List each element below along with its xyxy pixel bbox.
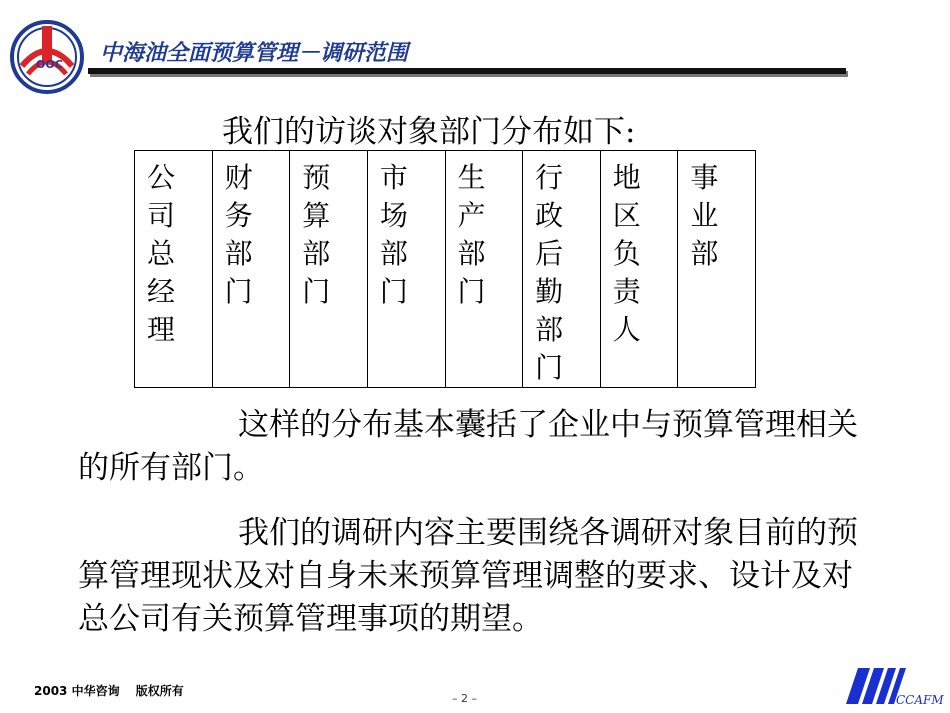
table-cell	[523, 151, 601, 388]
cnooc-logo-icon	[8, 18, 86, 96]
table-row	[135, 151, 756, 388]
research-scope-paragraph	[78, 512, 858, 641]
brand-name: CCAFM	[896, 693, 944, 707]
svg-text:OOC: OOC	[36, 58, 63, 71]
table-cell	[445, 151, 523, 388]
intro-text: 我们的访谈对象部门分布如下:	[222, 114, 636, 150]
page-number: – 2 –	[452, 692, 477, 705]
department-label: 事业部	[690, 161, 719, 270]
table-cell	[367, 151, 445, 388]
page-title: 中海油全面预算管理－调研范围	[100, 41, 409, 66]
table-cell	[135, 151, 213, 388]
coverage-text: 这样的分布基本囊括了企业中与预算管理相关的所有部门。	[78, 407, 858, 486]
department-label: 地区负责人	[612, 161, 641, 346]
ccafm-logo-icon	[836, 664, 946, 708]
table-cell	[290, 151, 368, 388]
department-label: 生产部门	[457, 161, 486, 308]
copyright-notice: 2003 中华咨询 版权所有	[34, 684, 184, 698]
department-label: 财务部门	[224, 161, 253, 308]
table-cell	[212, 151, 290, 388]
table-cell	[678, 151, 756, 388]
department-label: 预算部门	[302, 161, 331, 308]
department-label: 市场部门	[379, 161, 408, 308]
table-cell	[600, 151, 678, 388]
department-label: 公司总经理	[147, 161, 176, 346]
department-table	[134, 150, 756, 388]
department-label: 行政后勤部门	[535, 161, 564, 384]
research-scope-text: 我们的调研内容主要围绕各调研对象目前的预算管理现状及对自身未来预算管理调整的要求、设计及对总公司有关预算管理事项的期望。	[78, 515, 858, 637]
coverage-paragraph	[78, 404, 858, 490]
title-divider	[88, 68, 846, 74]
